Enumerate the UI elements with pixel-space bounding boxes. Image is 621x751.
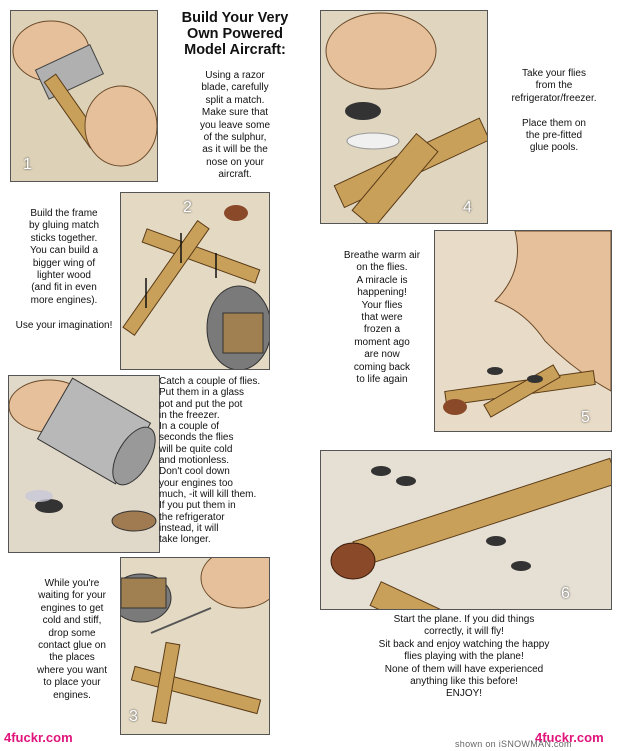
illustration-razor-match: [11, 11, 157, 181]
step-4-text: Take your flies from the refrigerator/freezer. Place them on the pre-fitted glue pools.: [511, 68, 597, 154]
panel-catch-flies: [8, 375, 160, 553]
step-number-6: 6: [561, 585, 570, 602]
step-5-text: Breathe warm air on the flies. A miracle is happening! Your flies that were frozen a moment ago are now coming back to life again: [343, 250, 421, 386]
step-2-text: Build the frame by gluing match sticks together. You can build a bigger wing of lighter wood (and fit in even more engines). Use your imagination!: [15, 208, 113, 331]
catch-flies-text: Catch a couple of flies. Put them in a glass pot and put the pot in the freezer. In a couple of seconds the flies will be quite cold and motionless. Don't cool down your engines too much, -it will kill them. If you put them in the refrigerator instead, it will take longer.: [159, 376, 261, 546]
step-6-text: Start the plane. If you did things correctly, it will fly! Sit back and enjoy watching the happy flies playing with the plane! None of them will have experienced anything like this before! ENJOY!: [378, 614, 550, 700]
illustration-fly-tweezer: [321, 11, 487, 223]
panel-3-contact-glue: [120, 557, 270, 735]
illustration-jar-flies: [9, 376, 159, 552]
step-number-1: 1: [23, 156, 32, 173]
illustration-glue-drops: [121, 558, 269, 734]
step-number-4: 4: [463, 199, 472, 216]
step-3-text: While you're waiting for your engines to get cold and stiff, drop some contact glue on the places where you want to place your engines.: [36, 578, 108, 701]
panel-2-build-frame: [120, 192, 270, 370]
illustration-face-plane: [435, 231, 611, 431]
step-number-5: 5: [581, 409, 590, 426]
illustration-frame-glue: [121, 193, 269, 369]
step-number-3: 3: [129, 708, 138, 725]
step-number-2: 2: [183, 199, 192, 216]
panel-5-breathe: [434, 230, 612, 432]
panel-6-plane-flies: [320, 450, 612, 610]
step-1-text: Using a razor blade, carefully split a match. Make sure that you leave some of the sulphur, as it will be the nose on your aircraft.: [199, 70, 271, 181]
panel-1-split-match: [10, 10, 158, 182]
page-title: Build Your Very Own Powered Model Aircraft:: [181, 10, 289, 58]
panel-4-flies-on-glue: [320, 10, 488, 224]
credit-line: shown on iSNOWMAN.com: [455, 739, 572, 749]
watermark-right: 4fuckr.com: [535, 730, 604, 745]
watermark-left: 4fuckr.com: [4, 730, 73, 745]
